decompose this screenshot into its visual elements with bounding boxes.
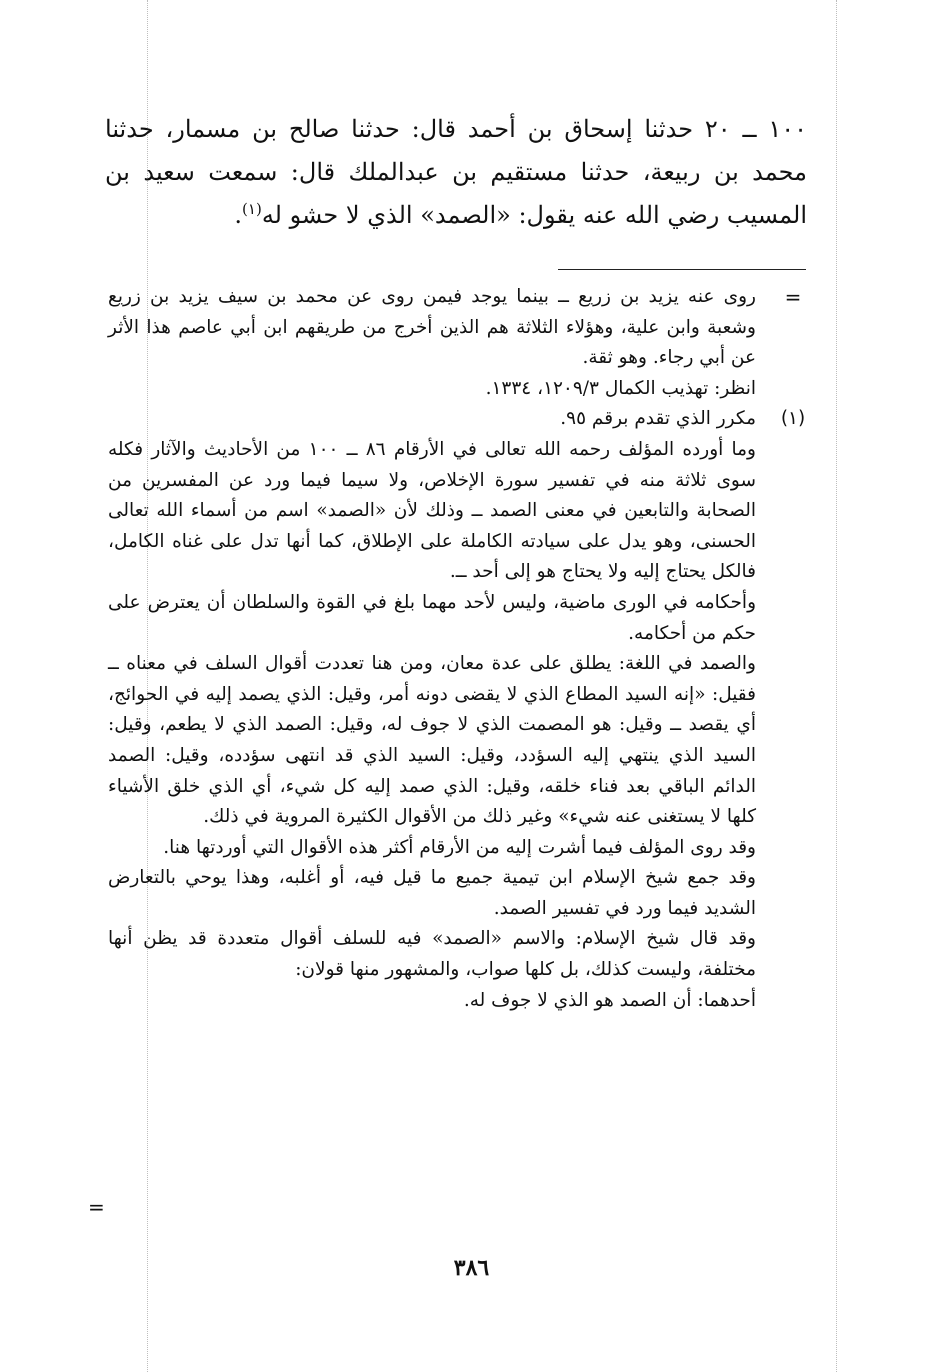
continued-mark: = [88, 1195, 105, 1219]
hadith-end: . [234, 201, 243, 229]
note-paragraph-7: أحدهما: أن الصمد هو الذي لا جوف له. [463, 989, 756, 1011]
continuation-text: روى عنه يزيد بن زريع ــ بينما يوجد فيمن روى عن محمد بن سيف يزيد بن زريع وشعبة وابن علية، وهؤلاء الثلاثة هم الذين أخرج من طريقهم ابن أبي عاصم هذا الأثر عن أبي رجاء. وهو ثقة. [108, 286, 756, 369]
footnote-1-mark: (١) [780, 408, 806, 430]
margin-guide-right [836, 0, 837, 1372]
footnote-continuation [108, 282, 808, 374]
footnote-1 [108, 404, 808, 435]
note-paragraph-2: وأحكامه في الورى ماضية، وليس لأحد مهما بلغ في القوة والسلطان أن يعترض على حكم من أحكامه. [108, 591, 757, 644]
note-paragraph-5: وقد جمع شيخ الإسلام ابن تيمية جميع ما قيل فيه، أو أغلبه، وهذا يوحي بالتعارض الشديد فيما ورد في تفسير الصمد. [108, 867, 756, 919]
main-text [105, 108, 807, 237]
hadith-paragraph [105, 108, 807, 237]
reference-line: انظر: تهذيب الكمال ١٢٠٩/٣، ١٣٣٤. [485, 377, 756, 399]
continuation-mark: = [784, 285, 802, 309]
footnote-reference: (١) [242, 200, 262, 218]
note-paragraph-3: والصمد في اللغة: يطلق على عدة معان، ومن هنا تعددت أقوال السلف في معناه ــ فقيل: «إنه السيد المطاع الذي لا يقضى دونه أمر، وقيل: الذي يصمد إليه في الحوائج، أي يقصد ــ وقيل: هو المصمت الذي لا جوف له، وقيل: الصمد الذي لا يطعم، وقيل: السيد الذي ينتهي إليه السؤدد، وقيل: السيد الذي قد انتهى سؤدده، وقيل: الصمد الدائم الباقي بعد فناء خلقه، وقيل: الذي صمد إليه كل شيء، أي الذي خلق الأشياء كلها لا يستغنى عنه شيء» وغير ذلك من الأقوال الكثيرة المروية في ذلك. [108, 653, 756, 828]
note-paragraph-4: وقد روى المؤلف فيما أشرت إليه من الأرقام أكثر هذه الأقوال التي أوردتها هنا. [163, 836, 756, 858]
hadith-text: ١٠٠ ــ ٢٠ حدثنا إسحاق بن أحمد قال: حدثنا صالح بن مسمار، حدثنا محمد بن ربيعة، حدثنا مستقيم بن عبدالملك قال: سمعت سعيد بن المسيب رضي الله عنه يقول: «الصمد» الذي لا حشو له [105, 115, 807, 229]
footnote-1-text: مكرر الذي تقدم برقم ٩٥. [560, 408, 756, 430]
note-paragraph-6: وقد قال شيخ الإسلام: والاسم «الصمد» فيه للسلف أقوال متعددة قد يظن أنها مختلفة، وليست كذلك، بل كلها صواب، والمشهور منها قولان: [108, 928, 756, 981]
page-number: ٣٨٦ [453, 1255, 490, 1281]
note-paragraph-1: وما أورده المؤلف رحمه الله تعالى في الأرقام ٨٦ ــ ١٠٠ من الأحاديث والآثار فكله سوى ثلاثة منه في تفسير سورة الإخلاص، ولا سيما فيما ورد عن المفسرين من الصحابة والتابعين في معنى الصمد ــ وذلك لأن «الصمد» اسم من أسماء الله تعالى الحسنى، وهو يدل على سيادته الكاملة على الإطلاق، كما أنها تدل على غناه الكامل، فالكل يحتاج إليه ولا يحتاج هو إلى أحد ــ. [108, 438, 756, 583]
footnotes [108, 282, 808, 1016]
footnote-separator [558, 269, 806, 270]
